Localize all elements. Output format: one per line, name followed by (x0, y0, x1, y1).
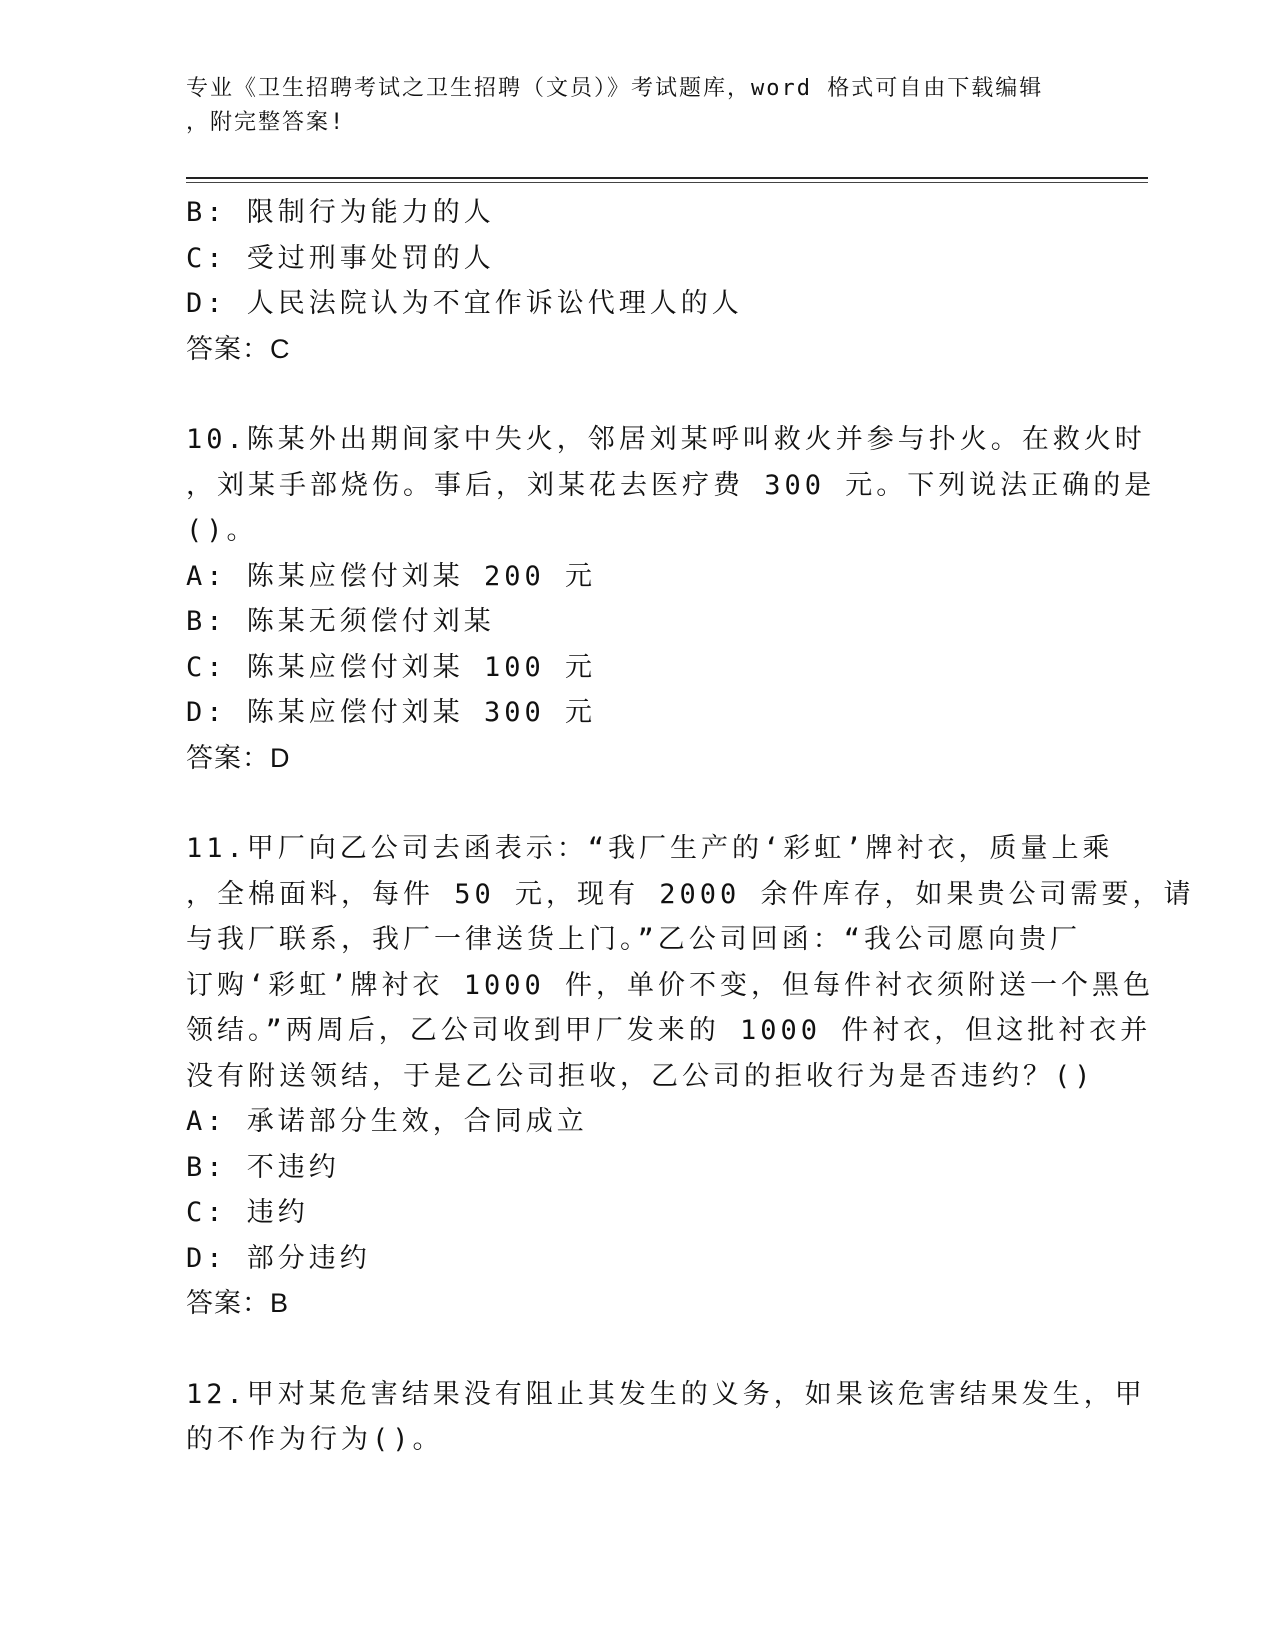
question-stem-line: 没有附送领结，于是乙公司拒收，乙公司的拒收行为是否违约？() (186, 1060, 1095, 1092)
header-line: ，附完整答案! (186, 110, 346, 135)
question-stem-line: 领结。”两周后，乙公司收到甲厂发来的 1000 件衬衣，但这批衬衣并 (186, 1015, 1152, 1046)
header-line: 专业《卫生招聘考试之卫生招聘（文员）》考试题库，word 格式可自由下载编辑 (186, 76, 1044, 101)
question-10 (186, 417, 1156, 781)
question-stem-line: ()。 (186, 515, 258, 546)
option-b: B: 不违约 (186, 1151, 340, 1183)
header-divider (186, 177, 1148, 179)
answer-line: 答案：C (186, 333, 291, 364)
option-a: A: 陈某应偿付刘某 200 元 (186, 560, 597, 592)
question-stem-line: 与我厂联系，我厂一律送货上门。”乙公司回函：“我公司愿向贵厂 (186, 924, 1082, 955)
question-stem-line: 12.甲对某危害结果没有阻止其发生的义务，如果该危害结果发生，甲 (186, 1378, 1146, 1410)
question-12 (186, 1372, 1146, 1463)
option-a: A: 承诺部分生效，合同成立 (186, 1106, 588, 1137)
document-header (186, 72, 1066, 140)
question-stem-line: 的不作为行为()。 (186, 1424, 444, 1455)
option-c: C: 陈某应偿付刘某 100 元 (186, 651, 597, 683)
option-d: D: 陈某应偿付刘某 300 元 (186, 697, 597, 728)
question-stem-line: ，刘某手部烧伤。事后，刘某花去医疗费 300 元。下列说法正确的是 (186, 469, 1156, 501)
option-c: C: 违约 (186, 1197, 309, 1228)
question-list (186, 190, 1195, 1463)
option-d: D: 部分违约 (186, 1242, 371, 1274)
header-divider-thin (186, 182, 1148, 183)
option-b: B: 陈某无须偿付刘某 (186, 606, 495, 637)
answer-line: 答案：B (186, 1288, 290, 1318)
question-stem-line: 10.陈某外出期间家中失火，邻居刘某呼叫救火并参与扑火。在救火时 (186, 424, 1146, 455)
question-stem-line: 11.甲厂向乙公司去函表示：“我厂生产的‘彩虹’牌衬衣，质量上乘 (186, 833, 1114, 864)
option-b: B: 限制行为能力的人 (186, 197, 495, 228)
question-9 (186, 190, 1086, 372)
question-11 (186, 826, 1195, 1327)
question-stem-line: 订购‘彩虹’牌衬衣 1000 件，单价不变，但每件衬衣须附送一个黑色 (186, 969, 1155, 1001)
question-stem-line: ，全棉面料，每件 50 元，现有 2000 余件库存，如果贵公司需要，请 (186, 878, 1195, 910)
answer-line: 答案：D (186, 742, 291, 773)
option-c: C: 受过刑事处罚的人 (186, 242, 495, 274)
option-d: D: 人民法院认为不宜作诉讼代理人的人 (186, 288, 743, 319)
